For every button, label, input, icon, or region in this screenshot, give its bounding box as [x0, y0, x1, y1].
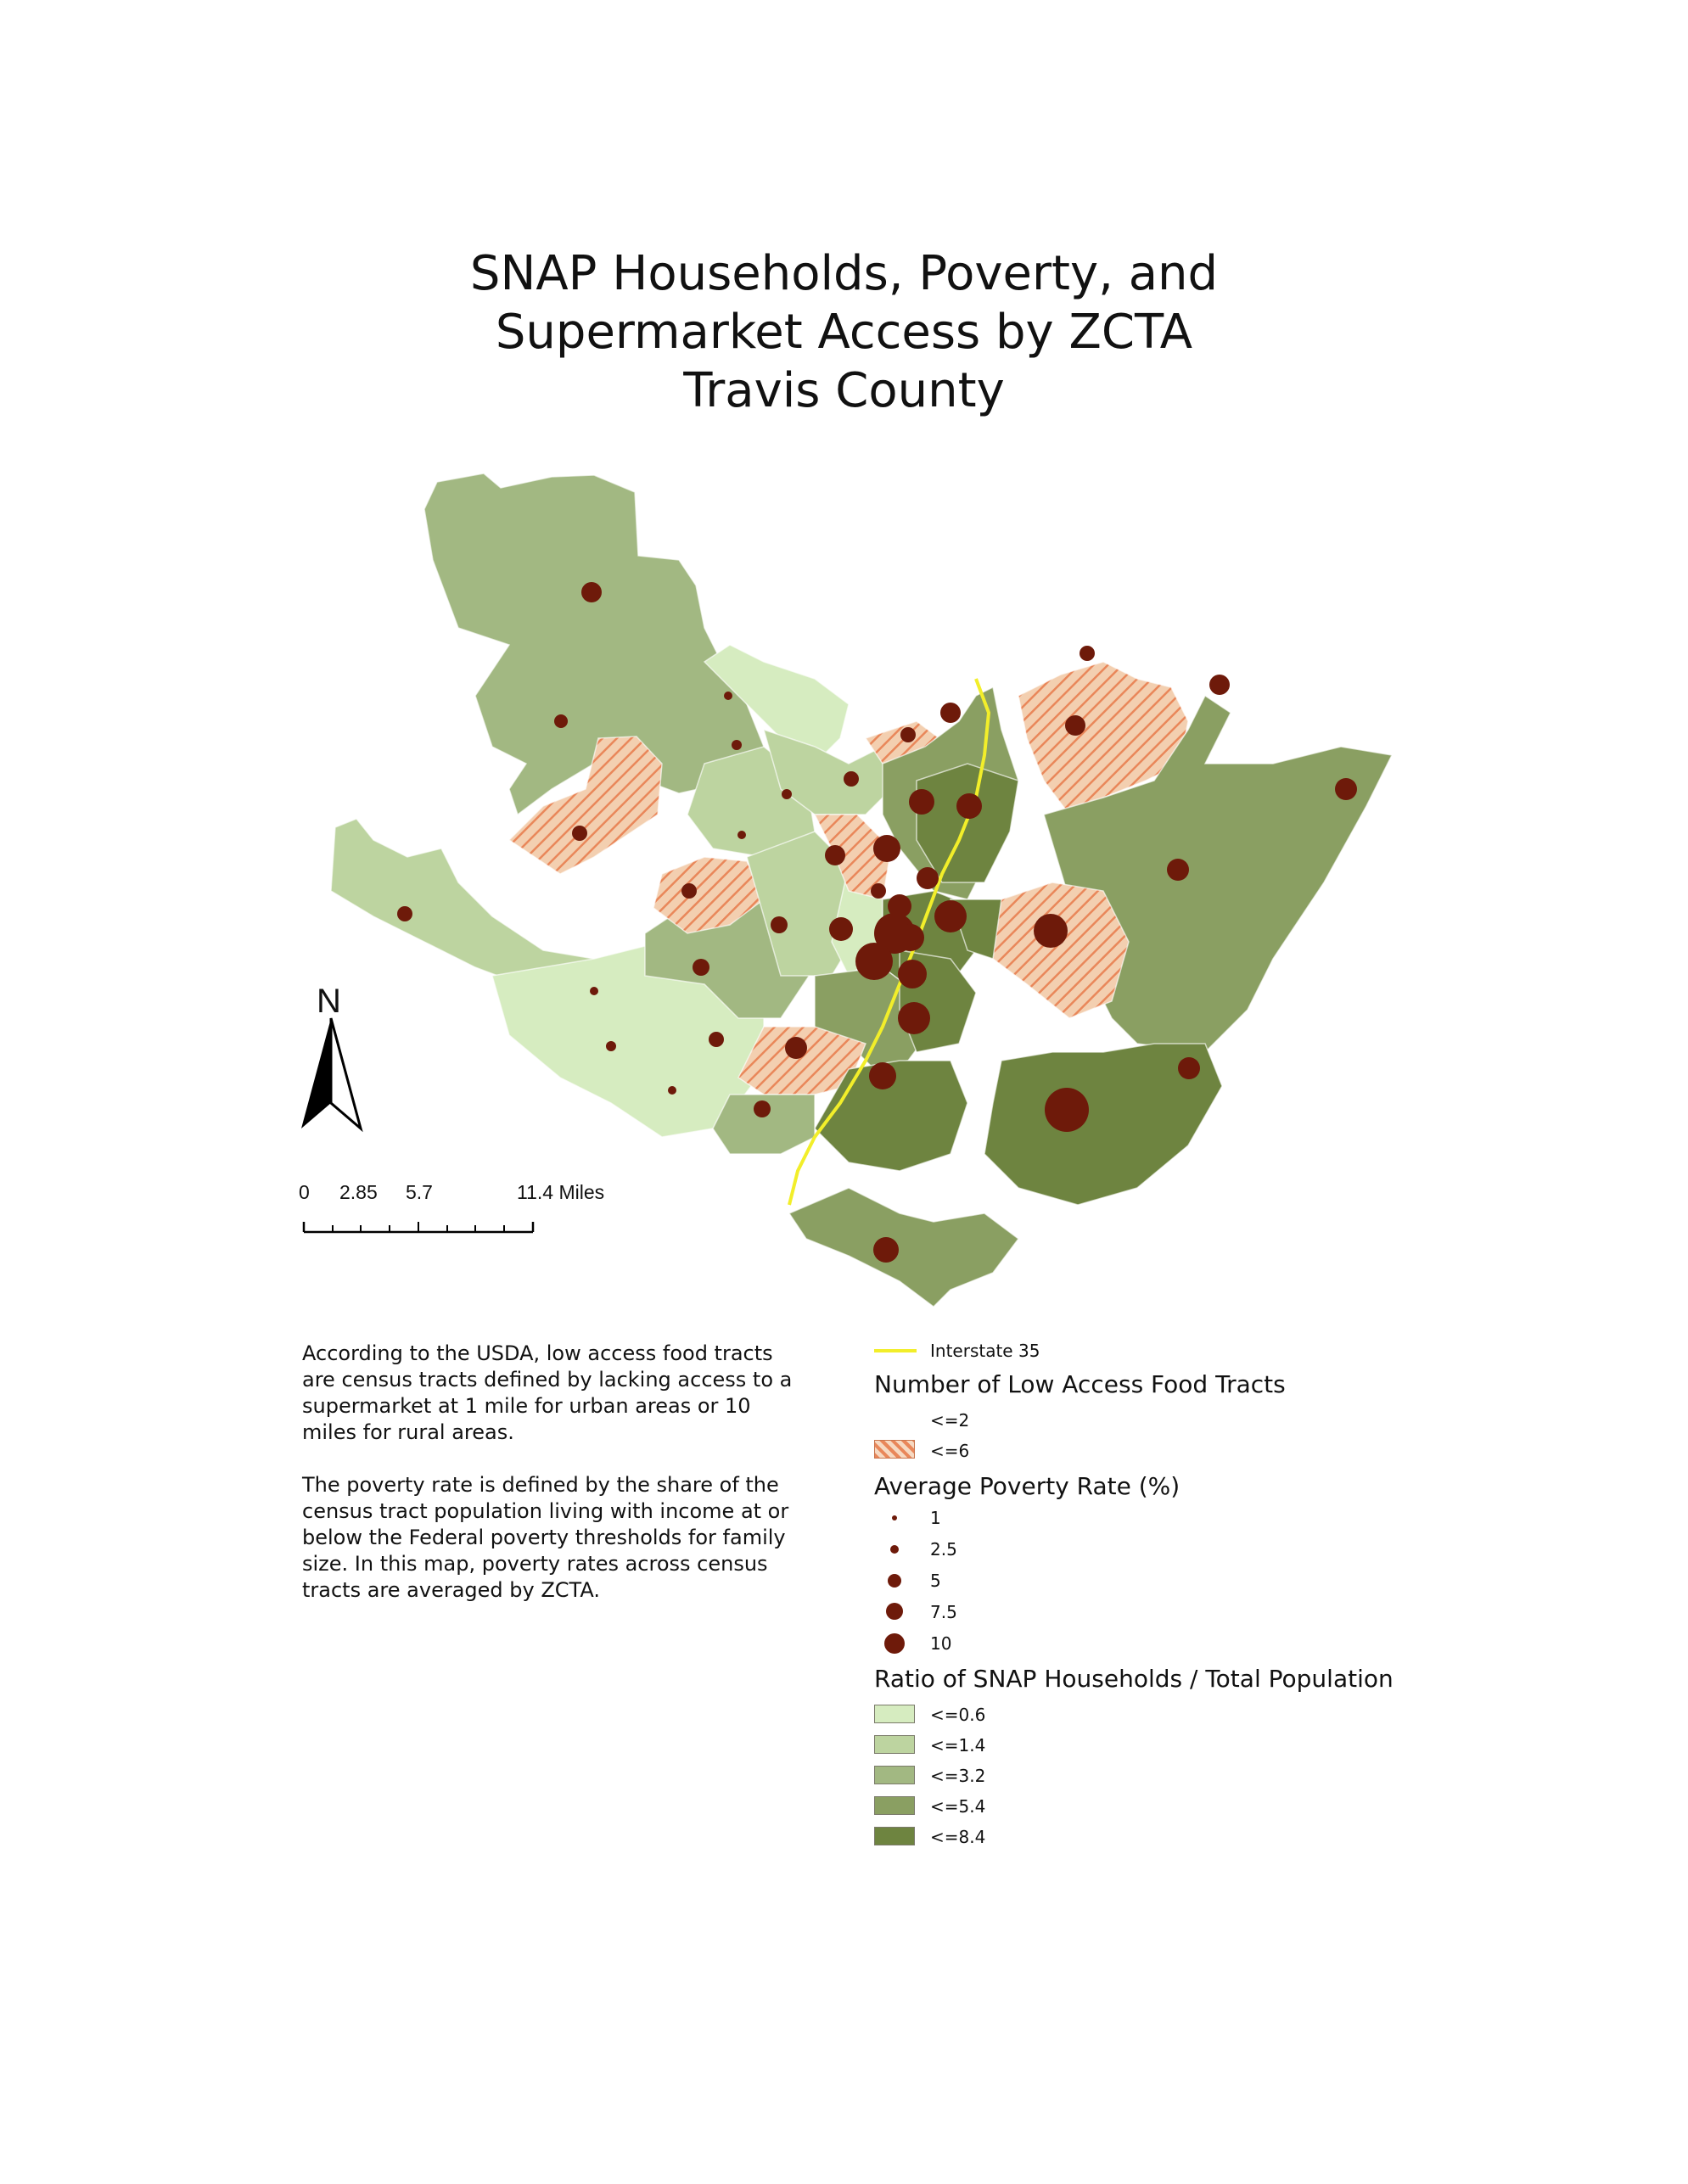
map-notes: [302, 1341, 811, 1630]
north-label: N: [317, 983, 341, 1020]
poverty-dot: [581, 582, 602, 602]
poverty-dot: [606, 1041, 616, 1051]
title-line-2: Supermarket Access by ZCTA: [495, 305, 1193, 360]
poverty-legend-item-3: 5: [930, 1571, 941, 1591]
poverty-dot: [1065, 715, 1085, 736]
poverty-dot: [897, 924, 924, 951]
poverty-dot: [771, 916, 788, 933]
snap-swatch-2: [874, 1735, 915, 1754]
interstate-legend-label: Interstate 35: [930, 1341, 1040, 1361]
poverty-dot: [1335, 778, 1357, 800]
poverty-dot: [754, 1100, 771, 1117]
snap-legend-title: Ratio of SNAP Households / Total Population: [874, 1665, 1394, 1693]
poverty-dot: [825, 845, 845, 865]
poverty-dot: [681, 883, 697, 899]
map-title: [0, 244, 1688, 420]
snap-swatch-5: [874, 1827, 915, 1845]
snap-swatch-3: [874, 1766, 915, 1784]
snap-legend-item-1: <=0.6: [930, 1705, 986, 1725]
note-low-access: According to the USDA, low access food tracts are census tracts defined by lacking access to a supermarket at 1 mile for urban areas or 10 miles for rural areas.: [302, 1341, 793, 1444]
poverty-dot: [940, 703, 961, 723]
poverty-dot: [956, 793, 982, 819]
poverty-dot: [873, 1237, 899, 1263]
poverty-dot: [1045, 1088, 1089, 1132]
poverty-dot-2-5: [890, 1545, 899, 1554]
poverty-dot: [855, 943, 893, 980]
poverty-dot: [934, 900, 967, 932]
poverty-legend-title: Average Poverty Rate (%): [874, 1472, 1180, 1500]
poverty-dot: [898, 1002, 930, 1034]
poverty-dot: [709, 1032, 724, 1047]
poverty-dot: [844, 771, 859, 787]
poverty-dot: [909, 789, 934, 815]
poverty-dot: [693, 959, 709, 976]
title-line-1: SNAP Households, Poverty, and: [469, 246, 1219, 301]
poverty-legend-item-4: 7.5: [930, 1602, 957, 1622]
poverty-legend-item-5: 10: [930, 1633, 952, 1654]
poverty-dot: [871, 883, 886, 899]
poverty-dot: [785, 1037, 807, 1059]
snap-legend-item-2: <=1.4: [930, 1735, 986, 1756]
scale-label-2: 5.7: [406, 1181, 433, 1203]
snap-swatch-1: [874, 1705, 915, 1723]
note-poverty: The poverty rate is defined by the share of the census tract population living with income at or below the Federal poverty thresholds for family size. In this map, poverty rates across census tracts are averaged by ZCTA.: [302, 1473, 789, 1602]
poverty-dot: [917, 867, 939, 889]
poverty-dot: [554, 714, 568, 728]
poverty-dot: [1034, 914, 1068, 948]
poverty-dot: [829, 917, 853, 941]
poverty-dot: [900, 727, 916, 742]
scale-label-0: 0: [299, 1181, 310, 1203]
snap-legend-item-4: <=5.4: [930, 1796, 986, 1817]
poverty-dot: [737, 831, 746, 839]
poverty-dot-7-5: [886, 1603, 903, 1620]
poverty-dot-1: [892, 1515, 897, 1520]
poverty-dot: [590, 987, 598, 995]
poverty-dot: [572, 826, 587, 841]
zcta-far-south: [789, 1188, 1018, 1307]
poverty-dot: [1080, 646, 1095, 661]
poverty-legend-item-2: 2.5: [930, 1539, 957, 1560]
low-access-legend-item-2: <=6: [930, 1441, 970, 1461]
poverty-dot: [668, 1086, 676, 1095]
poverty-dot: [869, 1062, 896, 1089]
snap-swatch-4: [874, 1796, 915, 1815]
snap-legend-item-5: <=8.4: [930, 1827, 986, 1847]
poverty-legend-item-1: 1: [930, 1508, 941, 1528]
poverty-dot: [782, 789, 792, 799]
poverty-dot-5: [888, 1574, 901, 1588]
hatch-swatch: [874, 1440, 915, 1459]
north-arrow-icon: [297, 984, 373, 1137]
poverty-dot: [397, 906, 412, 921]
zcta-east-hatched: [993, 882, 1129, 1018]
poverty-dot: [1167, 859, 1189, 881]
poverty-dot: [1178, 1057, 1200, 1079]
low-access-legend-item-1: <=2: [930, 1410, 970, 1431]
scale-label-3: 11.4 Miles: [517, 1181, 605, 1203]
poverty-dot: [724, 692, 732, 700]
scale-label-1: 2.85: [339, 1181, 378, 1203]
interstate-legend-line: [874, 1348, 917, 1353]
poverty-dot: [732, 740, 742, 750]
poverty-dot-10: [884, 1633, 905, 1654]
title-line-3: Travis County: [683, 363, 1005, 418]
low-access-legend-title: Number of Low Access Food Tracts: [874, 1370, 1286, 1398]
poverty-dot: [1209, 675, 1230, 695]
poverty-dot: [873, 835, 900, 862]
snap-legend-item-3: <=3.2: [930, 1766, 986, 1786]
poverty-dot: [898, 960, 927, 988]
